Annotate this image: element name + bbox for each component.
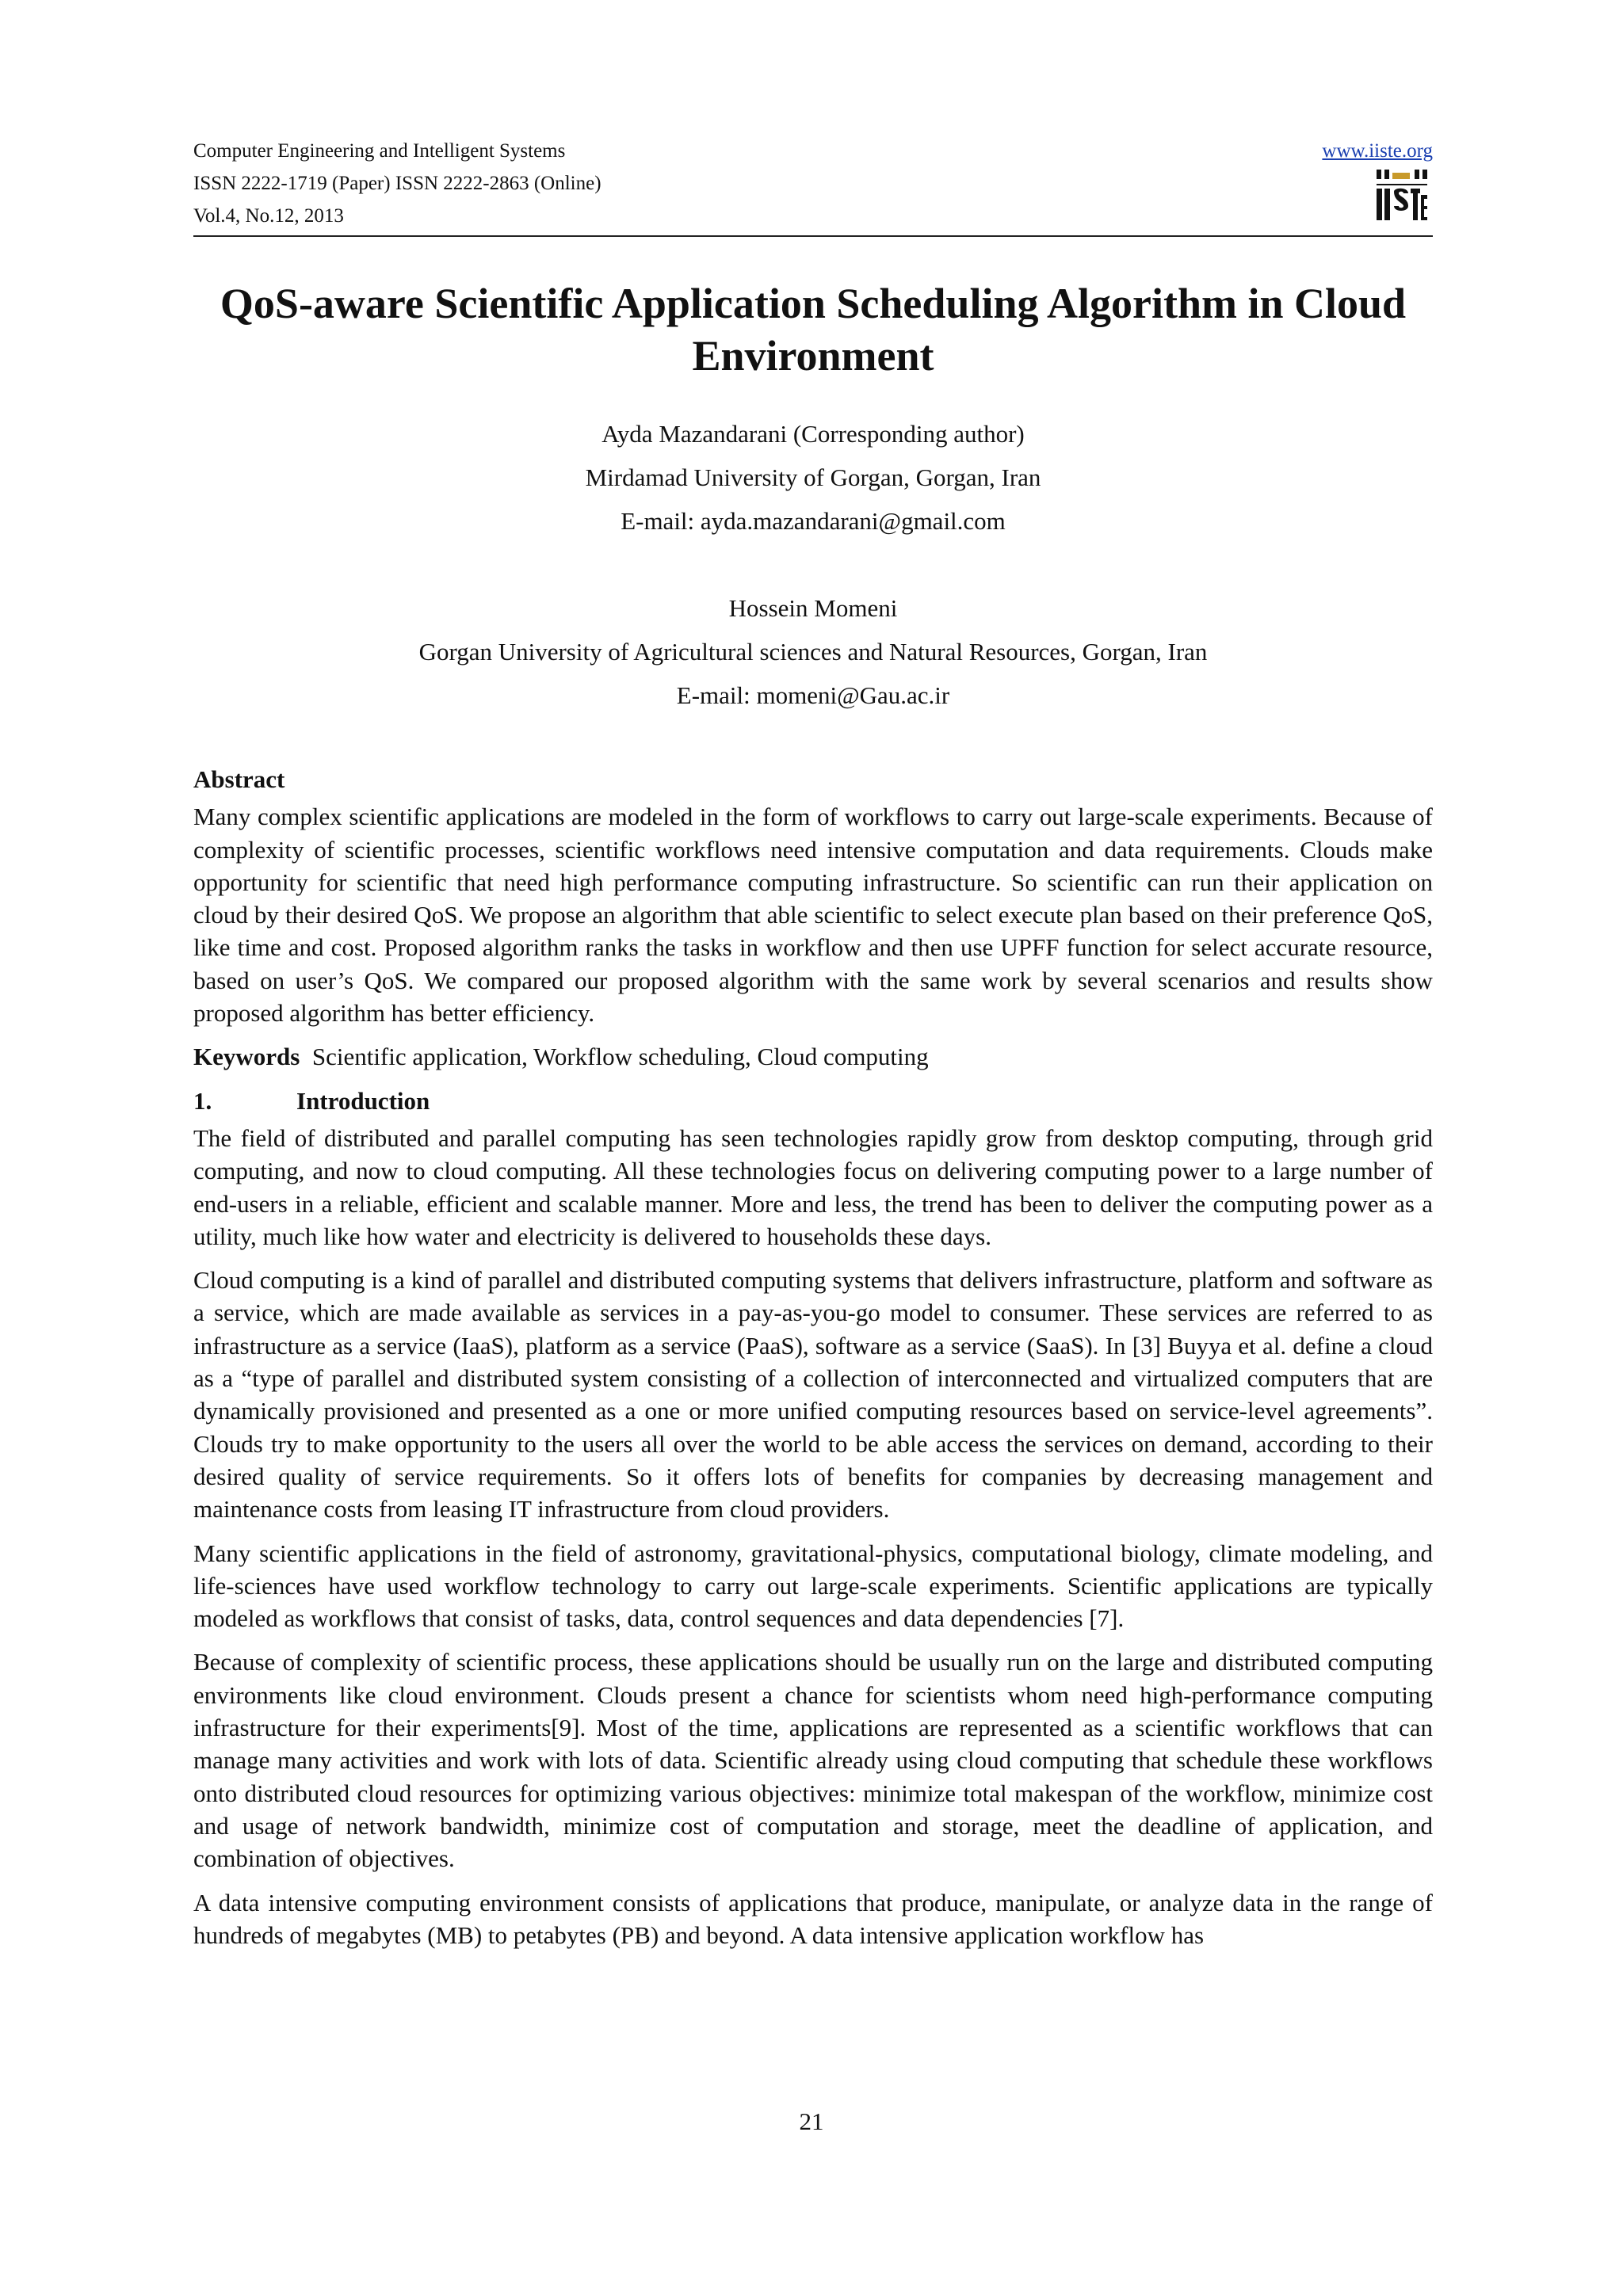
abstract-heading: Abstract	[193, 765, 285, 793]
intro-heading	[193, 1085, 1433, 1117]
volume-line: Vol.4, No.12, 2013	[193, 205, 344, 227]
issn-line: ISSN 2222-1719 (Paper) ISSN 2222-2863 (Online)	[193, 173, 601, 194]
author-block-2	[193, 586, 1433, 717]
header-divider	[193, 235, 1433, 237]
site-link[interactable]: www.iiste.org	[1322, 140, 1433, 162]
paper-body	[193, 763, 1433, 1962]
paragraph: A data intensive computing environment consists of applications that produce, manipulate, or analyze data in the range of hundreds of megabytes (MB) to petabytes (PB) and beyond. A data intensive application workflow has	[193, 1888, 1433, 1949]
iiste-logo	[1373, 168, 1430, 225]
section-number: 1.	[193, 1086, 212, 1115]
page-number: 21	[799, 2107, 824, 2135]
keywords-label: Keywords	[193, 1043, 300, 1071]
paragraph: Many scientific applications in the field of astronomy, gravitational-physics, computational biology, climate modeling, and life-sciences have used workflow technology to carry out large-scale experiments. Scientific applications are typically modeled as workflows that consist of tasks, data, control sequences and data dependencies [7].	[193, 1539, 1433, 1633]
abstract-text: Many complex scientific applications are modeled in the form of workflows to carry out large-scale experiments. Because of complexity of scientific processes, scientific workflows need intensive computation and data requirements. Clouds make opportunity for scientific that need high performance computing infrastructure. So scientific can run their application on cloud by their desired QoS. We propose an algorithm that able scientific to select execute plan based on their preference QoS, like time and cost. Proposed algorithm ranks the tasks in workflow and then use UPFF function for select accurate resource, based on user’s QoS. We compared our proposed algorithm with the same work by several scenarios and results show proposed algorithm has better efficiency.	[193, 803, 1433, 1028]
keywords-text: Scientific application, Workflow scheduling, Cloud computing	[311, 1043, 929, 1071]
journal-info	[193, 135, 601, 232]
paragraph: The field of distributed and parallel computing has seen technologies rapidly grow from desktop computing, through grid computing, and now to cloud computing. All these technologies focus on delivering computing power to a large number of end-users in a reliable, efficient and scalable manner. More and less, the trend has been to deliver the computing power as a utility, much like how water and electricity is delivered to households these days.	[193, 1123, 1433, 1250]
paper-title: QoS-aware Scientific Application Scheduling Algorithm in Cloud Environment	[220, 280, 1407, 379]
paragraph: Cloud computing is a kind of parallel and distributed computing systems that delivers infrastructure, platform and software as a service, which are made available as services in a pay-as-you-go model to consumer. These services are referred to as infrastructure as a service (IaaS), platform as a service (PaaS), software as a service (SaaS). In [3] Buyya et al. define a cloud as a “type of parallel and distributed system consisting of a collection of interconnected and virtualized computers that are dynamically provisioned and presented as a one or more unified computing resources based on service-level agreements”. Clouds try to make opportunity to the users all over the world to be able access the services on demand, according to their desired quality of service requirements. So it offers lots of benefits for companies by decreasing management and maintenance costs from leasing IT infrastructure from cloud providers.	[193, 1266, 1433, 1524]
author-block-1	[193, 412, 1433, 543]
author-email: E-mail: ayda.mazandarani@gmail.com	[621, 507, 1006, 535]
author-affiliation: Gorgan University of Agricultural sciences and Natural Resources, Gorgan, Iran	[418, 638, 1208, 666]
section-title: Introduction	[296, 1086, 430, 1115]
keywords-line	[193, 1040, 1433, 1073]
journal-name: Computer Engineering and Intelligent Systems	[193, 140, 566, 162]
author-affiliation: Mirdamad University of Gorgan, Gorgan, Iran	[585, 463, 1041, 491]
author-name: Hossein Momeni	[728, 594, 898, 622]
author-name: Ayda Mazandarani (Corresponding author)	[601, 420, 1025, 448]
paragraph: Because of complexity of scientific process, these applications should be usually run on the large and distributed computing environments like cloud environment. Clouds present a chance for scientists whom need high-performance computing infrastructure for their experiments[9]. Most of the time, applications are represented as a scientific workflows that can manage many activities and work with lots of data. Scientific already using cloud computing that schedule these workflows onto distributed cloud resources for optimizing various objectives: minimize total makespan of the workflow, minimize cost and usage of network bandwidth, minimize cost of computation and storage, meet the deadline of application, and combination of objectives.	[193, 1648, 1433, 1873]
author-email: E-mail: momeni@Gau.ac.ir	[676, 681, 950, 709]
